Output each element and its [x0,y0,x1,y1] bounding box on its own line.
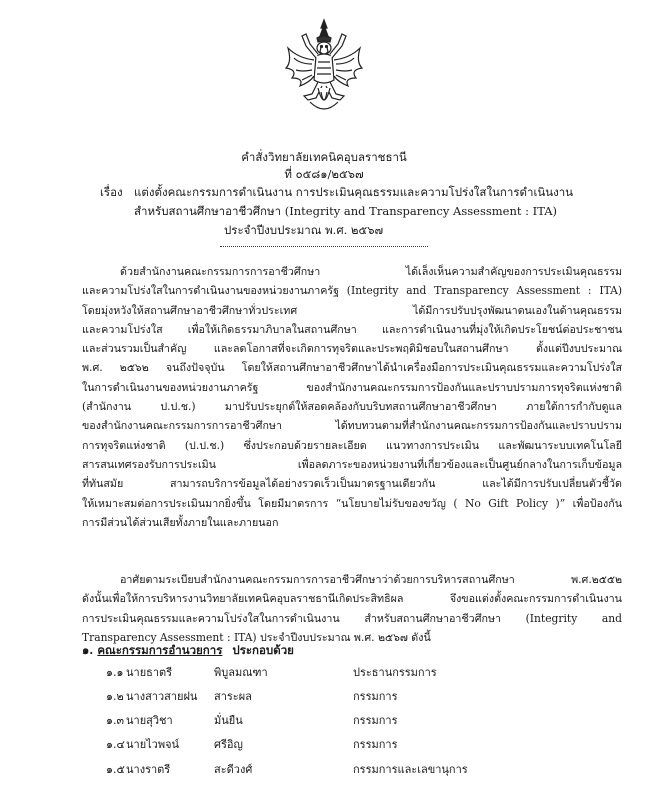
paragraph-line: และส่วนรวมเป็นสำคัญ และลดโอกาสที่จะเกิดการทุจริตและประพฤติมิชอบในสถานศึกษา ตั้งแต่ปีงบประมาณ [82,342,622,356]
order-subject [100,183,620,240]
paragraph-line: ในการดำเนินงานของหน่วยงานภาครัฐ ของสำนักงานคณะกรรมการป้องกันและปราบปรามการทุจริตแห่งชาติ [82,380,622,394]
member-number: ๑.๔ [106,738,125,751]
member-number: ๑.๑ [106,666,124,679]
section-suffix: ประกอบด้วย [232,643,294,657]
paragraph-line: Transparency Assessment : ITA) ประจำปีงบประมาณ พ.ศ. ๒๕๖๗ ดังนี้ [82,630,431,644]
member-role: กรรมการ [353,690,398,703]
member-role: กรรมการ [353,738,398,751]
member-number: ๑.๒ [106,690,124,703]
paragraph-line: ด้วยสำนักงานคณะกรรมการการอาชีวศึกษา ได้เล็งเห็นความสำคัญของการประเมินคุณธรรม [120,265,622,278]
member-row [0,663,648,681]
separator-line [220,246,428,247]
member-row [0,711,648,729]
subject-line-2: สำหรับสถานศึกษาอาชีวศึกษา (Integrity and Transparency Assessment : ITA) [134,204,558,218]
paragraph-line: การทุจริตแห่งชาติ (ป.ป.ช.) ซึ่งประกอบด้วยรายละเอียด แนวทางการประเมิน และพัฒนาระบบเทคโนโลยี [82,438,622,452]
section-title: คณะกรรมการอำนวยการ [97,643,223,657]
garuda-emblem-icon [284,18,364,116]
paragraph-line: โดยมุ่งหวังให้สถานศึกษาอาชีวศึกษาทั่วประเทศ ได้มีการปรับปรุงพัฒนาตนเองในด้านคุณธรรม [82,303,622,317]
paragraph-line: อาศัยตามระเบียบสำนักงานคณะกรรมการการอาชีวศึกษาว่าด้วยการบริหารสถานศึกษา พ.ศ.๒๕๕๒ [120,573,622,586]
paragraph-line: และความโปร่งใสในการดำเนินงานของหน่วยงานภาครัฐ (Integrity and Transparency Assessment : ITA) [82,284,622,298]
subject-line-3: ประจำปีงบประมาณ พ.ศ. ๒๕๖๗ [224,223,384,237]
member-last-name: สะดีวงศ์ [214,763,253,776]
member-last-name: สาระผล [214,690,252,703]
paragraph-line: (สำนักงาน ป.ป.ช.) มาปรับประยุกต์ให้สอดคล้องกับบริบทสถานศึกษาอาชีวศึกษา ภายใต้การกำกับดูแล [82,400,622,414]
member-row [0,735,648,753]
paragraph-line: ดังนั้นเพื่อให้การบริหารงานวิทยาลัยเทคนิคอุบลราชธานีเกิดประสิทธิผล จึงขอแต่งตั้งคณะกรรมการดำเนินงาน [82,592,622,606]
member-number: ๑.๕ [106,763,125,776]
section-number: ๑. [82,643,94,657]
member-first-name: นายไวพจน์ [126,738,180,751]
member-row [0,760,648,778]
paragraph-line: สารสนเทศรองรับการประเมิน เพื่อลดภาระของหน่วยงานที่เกี่ยวข้องและเป็นศูนย์กลางในการเก็บข้อมูล [82,457,622,471]
paragraph-line: พ.ศ. ๒๕๖๒ จนถึงปัจจุบัน โดยให้สถานศึกษาอาชีวศึกษาได้นำเครื่องมือการประเมินคุณธรรมและความโปร่งใส [82,361,622,375]
paragraph-1 [82,262,622,532]
paragraph-2 [82,570,622,647]
member-first-name: นายสุวิชา [126,714,173,727]
paragraph-line: และความโปร่งใส เพื่อให้เกิดธรรมาภิบาลในสถานศึกษา และการดำเนินงานที่มุ่งให้เกิดประโยชน์ต่อประชาชน [82,322,622,336]
paragraph-line: ที่ทันสมัย สามารถบริการข้อมูลได้อย่างรวดเร็วเป็นมาตรฐานเดียวกัน และได้มีการปรับเปลี่ยนตัวชี้วัด [82,477,622,491]
member-row [0,687,648,705]
member-last-name: ศรีอิญ [214,738,243,751]
member-last-name: พิบูลมณฑา [214,666,268,679]
member-last-name: มั่นยืน [214,714,243,727]
paragraph-line: การประเมินคุณธรรมและความโปร่งใสในการดำเนินงาน สำหรับสถานศึกษาอาชีวศึกษา (Integrity and [82,611,622,625]
member-role: กรรมการและเลขานุการ [353,763,468,776]
member-role: ประธานกรรมการ [353,666,437,679]
member-first-name: นายธาตรี [126,666,173,679]
order-issuer: คำสั่งวิทยาลัยเทคนิคอุบลราชธานี [241,150,407,164]
subject-line-1: แต่งตั้งคณะกรรมการดำเนินงาน การประเมินคุณธรรมและความโปร่งใสในการดำเนินงาน [134,185,574,199]
paragraph-line: ให้เหมาะสมต่อการประเมินมากยิ่งขึ้น โดยมีมาตรการ “นโยบายไม่รับของขวัญ ( No Gift Policy )” เพื่อป้องกัน [82,496,622,510]
paragraph-line: การมีส่วนได้ส่วนเสียทั้งภายในและภายนอก [82,515,279,529]
member-first-name: นางสาวสายฝน [126,690,198,703]
paragraph-line: ของสำนักงานคณะกรรมการการอาชีวศึกษา ได้ทบทวนตามที่สำนักงานคณะกรรมการป้องกันและปราบปราม [82,419,622,433]
member-number: ๑.๓ [106,714,124,727]
order-number: ที่ ๐๕๘๑/๒๕๖๗ [284,167,364,181]
subject-label: เรื่อง [100,185,123,199]
member-role: กรรมการ [353,714,398,727]
member-first-name: นางราตรี [126,763,171,776]
section-heading [82,642,294,660]
